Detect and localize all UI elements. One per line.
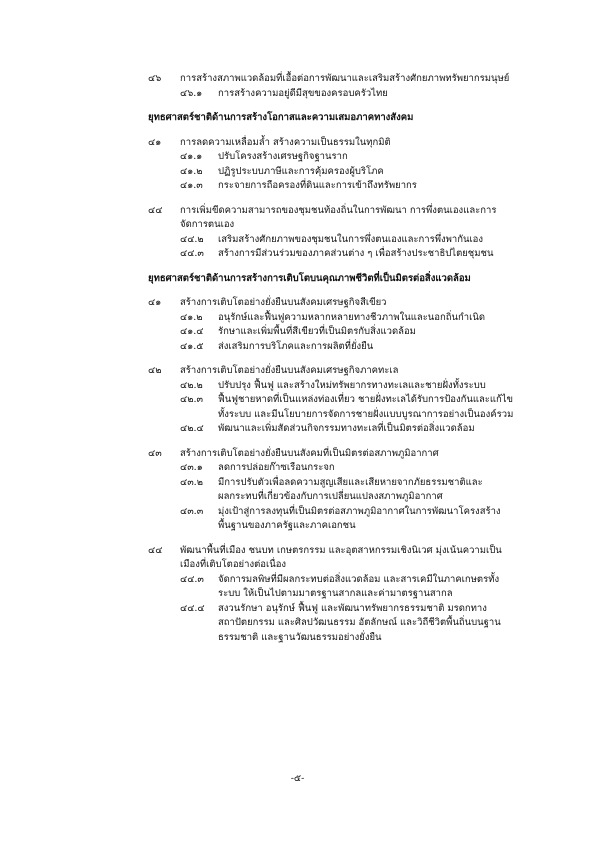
subitem-text: อนุรักษ์และฟื้นฟูความหลากหลายทางชีวภาพในและนอกถิ่นกำเนิด xyxy=(218,311,486,323)
item-text: การลดความเหลื่อมล้ำ สร้างความเป็นธรรมในทุกมิติ xyxy=(180,136,391,148)
subitem-number: ๔๖.๑ xyxy=(180,87,203,99)
subitem-number: ๔๒.๒ xyxy=(180,379,203,391)
subitem-number: ๔๑.๒ xyxy=(180,165,203,177)
subitem-text: จัดการมลพิษที่มีผลกระทบต่อสิ่งแวดล้อม และสารเคมีในภาคเกษตรทั้ง xyxy=(218,573,500,585)
subitem-number: ๔๑.๔ xyxy=(180,326,204,337)
subitem-number: ๔๓.๑ xyxy=(180,462,203,473)
subitem-text: พื้นฐานของภาครัฐและภาคเอกชน xyxy=(218,520,356,531)
section-heading: ยุทธศาสตร์ชาติด้านการสร้างการเติบโตบนคุณภาพชีวิตที่เป็นมิตรต่อสิ่งแวดล้อม xyxy=(148,272,471,284)
item-number: ๔๒ xyxy=(148,365,162,376)
subitem-number: ๔๑.๒ xyxy=(180,311,203,323)
subitem-text: ลดการปล่อยก๊าซเรือนกระจก xyxy=(218,462,335,473)
subitem-number: ๔๑.๓ xyxy=(180,180,203,191)
subitem-number: ๔๒.๔ xyxy=(180,423,204,434)
subitem-text: ปรับโครงสร้างเศรษฐกิจฐานราก xyxy=(218,151,348,162)
subitem-text: สงวนรักษา อนุรักษ์ ฟื้นฟู และพัฒนาทรัพยากรธรรมชาติ มรดกทาง xyxy=(218,602,487,614)
subitem-text: ทั้งระบบ และมีนโยบายการจัดการชายฝั่งแบบบูรณาการอย่างเป็นองค์รวม xyxy=(218,408,514,420)
subitem-number: ๔๔.๓ xyxy=(180,573,204,585)
subitem-text: เสริมสร้างศักยภาพของชุมชนในการพึ่งตนเองและการพึ่งพากันเอง xyxy=(218,233,484,245)
subitem-text: ปฏิรูประบบภาษีและการคุ้มครองผู้บริโภค xyxy=(218,165,384,177)
item-text: สร้างการเติบโตอย่างยั่งยืนบนสังคมเศรษฐกิจภาคทะเล xyxy=(180,365,399,376)
subitem-text: การสร้างความอยู่ดีมีสุขของครอบครัวไทย xyxy=(218,87,388,99)
item-text: สร้างการเติบโตอย่างยั่งยืนบนสังคมเศรษฐกิจสีเขียว xyxy=(180,297,387,308)
subitem-number: ๔๓.๒ xyxy=(180,476,203,488)
item-number: ๔๖ xyxy=(148,73,162,84)
page-number: -๕- xyxy=(290,773,305,784)
subitem-text: กระจายการถือครองที่ดินและการเข้าถึงทรัพยากร xyxy=(218,180,417,191)
subitem-text: สร้างการมีส่วนร่วมของภาคส่วนต่าง ๆ เพื่อสร้างประชาธิปไตยชุมชน xyxy=(218,248,494,259)
subitem-text: ธรรมชาติ และฐานวัฒนธรรมอย่างยั่งยืน xyxy=(218,631,382,643)
item-text: พัฒนาพื้นที่เมือง ชนบท เกษตรกรรม และอุตสาหกรรมเชิงนิเวศ มุ่งเน้นความเป็น xyxy=(180,544,502,556)
subitem-text: ระบบ ให้เป็นไปตามมาตรฐานสากลและค่ามาตรฐานสากล xyxy=(218,588,453,599)
subitem-text: มีการปรับตัวเพื่อลดความสูญเสียและเสียหายจากภัยธรรมชาติและ xyxy=(218,476,483,488)
subitem-number: ๔๔.๒ xyxy=(180,233,204,245)
subitem-text: มุ่งเป้าสู่การลงทุนที่เป็นมิตรต่อสภาพภูมิอากาศในการพัฒนาโครงสร้าง xyxy=(218,505,501,517)
subitem-number: ๔๒.๓ xyxy=(180,394,203,405)
section-heading: ยุทธศาสตร์ชาติด้านการสร้างโอกาสและความเสมอภาคทางสังคม xyxy=(148,112,414,123)
subitem-text: สถาปัตยกรรม และศิลปวัฒนธรรม อัตลักษณ์ และวิถีชีวิตพื้นถิ่นบนฐาน xyxy=(218,617,501,628)
subitem-text: ผลกระทบที่เกี่ยวข้องกับการเปลี่ยนแปลงสภาพภูมิอากาศ xyxy=(218,491,443,502)
item-number: ๔๑ xyxy=(148,297,162,308)
item-text: เมืองที่เติบโตอย่างต่อเนื่อง xyxy=(180,559,287,570)
subitem-number: ๔๑.๕ xyxy=(180,340,204,352)
item-number: ๔๔ xyxy=(148,544,163,556)
subitem-text: รักษาและเพิ่มพื้นที่สีเขียวที่เป็นมิตรกับสิ่งแวดล้อม xyxy=(218,326,416,337)
subitem-text: พัฒนาและเพิ่มสัดส่วนกิจกรรมทางทะเลที่เป็นมิตรต่อสิ่งแวดล้อม xyxy=(218,423,475,434)
subitem-text: ปรับปรุง ฟื้นฟู และสร้างใหม่ทรัพยากรทางทะเลและชายฝั่งทั้งระบบ xyxy=(218,379,486,391)
item-text: การสร้างสภาพแวดล้อมที่เอื้อต่อการพัฒนาและเสริมสร้างศักยภาพทรัพยากรมนุษย์ xyxy=(180,73,510,84)
subitem-text: ฟื้นฟูชายหาดที่เป็นแหล่งท่องเที่ยว ชายฝั่งทะเลได้รับการป้องกันและแก้ไข xyxy=(218,394,514,405)
item-text: สร้างการเติบโตอย่างยั่งยืนบนสังคมที่เป็นมิตรต่อสภาพภูมิอากาศ xyxy=(180,447,439,459)
item-number: ๔๑ xyxy=(148,136,162,148)
item-number: ๔๔ xyxy=(148,204,163,216)
item-text: การเพิ่มขีดความสามารถของชุมชนท้องถิ่นในการพัฒนา การพึ่งตนเองและการ xyxy=(180,204,497,216)
item-text: จัดการตนเอง xyxy=(180,219,235,230)
item-number: ๔๓ xyxy=(148,447,162,459)
subitem-number: ๔๔.๓ xyxy=(180,248,204,259)
subitem-number: ๔๔.๔ xyxy=(180,602,205,614)
subitem-text: ส่งเสริมการบริโภคและการผลิตที่ยั่งยืน xyxy=(218,340,374,352)
subitem-number: ๔๑.๑ xyxy=(180,151,203,162)
subitem-number: ๔๓.๓ xyxy=(180,505,204,517)
